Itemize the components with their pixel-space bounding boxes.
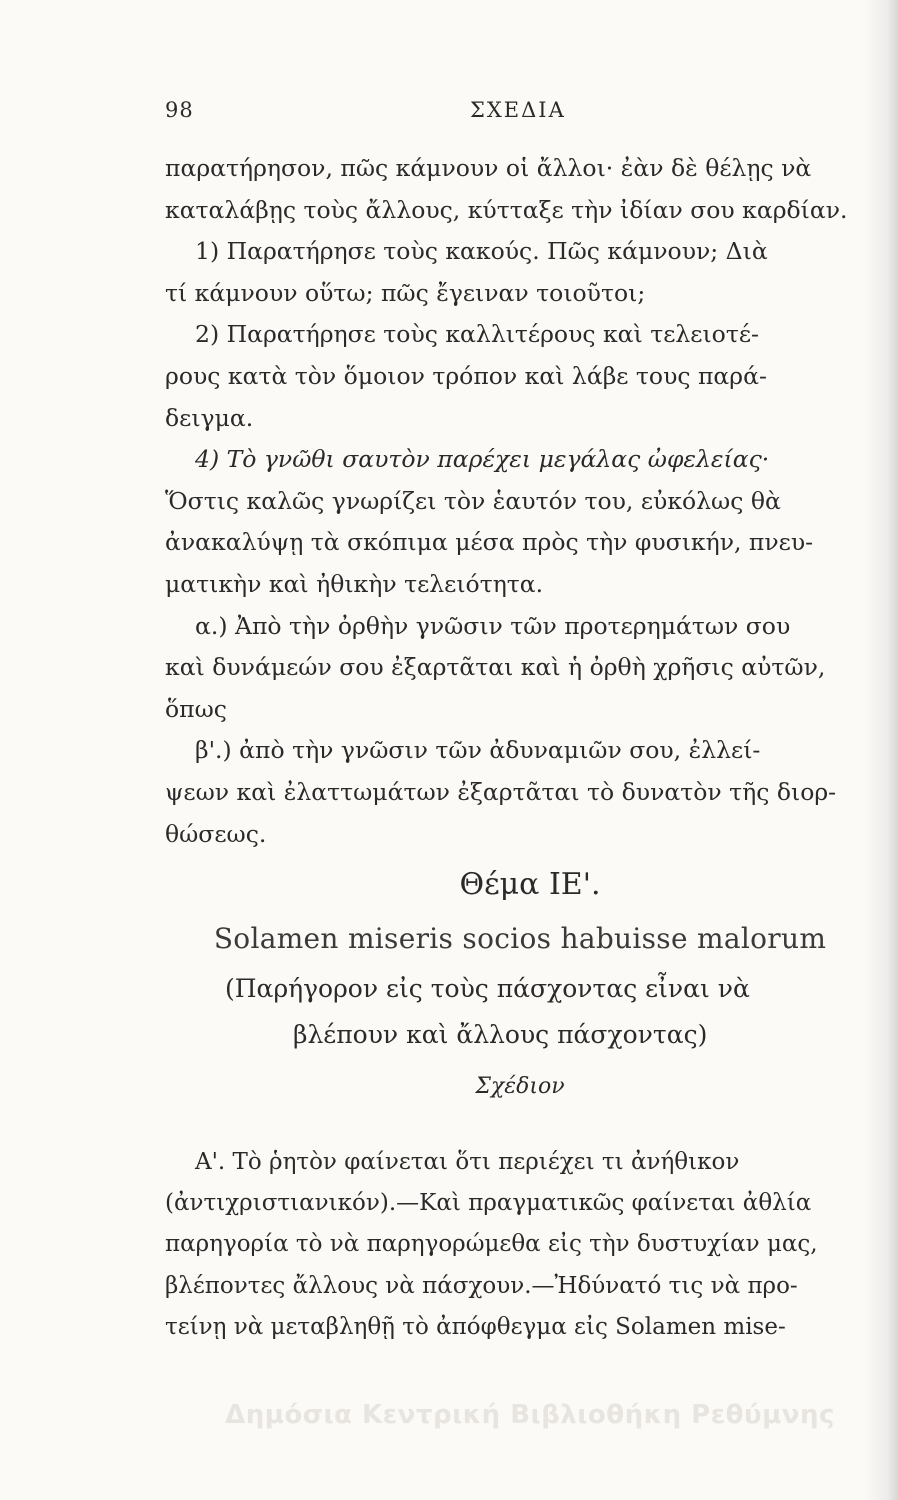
text-line: καὶ δυνάμεών σου ἐξαρτᾶται καὶ ἡ ὀρθὴ χρῆσις αὐτῶν, <box>165 653 826 682</box>
text-line: καταλάβῃς τοὺς ἄλλους, κύτταξε τὴν ἰδίαν σου καρδίαν. <box>165 195 848 224</box>
text-line: 1) Παρατήρησε τοὺς κακούς. Πῶς κάμνουν; Διὰ <box>195 237 768 266</box>
text-line: τί κάμνουν οὕτω; πῶς ἔγειναν τοιοῦτοι; <box>165 278 646 307</box>
text-line: ὅπως <box>165 694 227 723</box>
text-line: θώσεως. <box>165 819 267 848</box>
text-line: ματικὴν καὶ ἠθικὴν τελειότητα. <box>165 569 544 598</box>
text-line: ψεων καὶ ἐλαττωμάτων ἐξαρτᾶται τὸ δυνατὸν τῆς διορ- <box>165 777 837 806</box>
text-line: β'.) ἀπὸ τὴν γνῶσιν τῶν ἀδυναμιῶν σου, ἐλλεί- <box>195 736 761 765</box>
sketch-label: Σχέδιον <box>475 1074 565 1099</box>
sketch-paragraph <box>165 1142 875 1348</box>
text-line: (ἀντιχριστιανικόν).—Καὶ πραγματικῶς φαίνεται ἀθλία <box>165 1190 812 1217</box>
page-header <box>165 98 875 128</box>
greek-subtitle: βλέπουν καὶ ἄλλους πάσχοντας) <box>293 1020 708 1049</box>
text-line: ἀνακαλύψῃ τὰ σκόπιμα μέσα πρὸς τὴν φυσικήν, πνευ- <box>165 528 814 557</box>
text-line: βλέποντες ἄλλους νὰ πάσχουν.—Ἠδύνατό τις νὰ προ- <box>165 1272 798 1299</box>
greek-subtitle: (Παρήγορον εἰς τοὺς πάσχοντας εἶναι νὰ <box>225 974 750 1003</box>
text-line: τείνῃ νὰ μεταβληθῇ τὸ ἀπόφθεγμα εἰς Solamen mise- <box>165 1313 786 1340</box>
text-line: α.) Ἀπὸ τὴν ὀρθὴν γνῶσιν τῶν προτερημάτων σου <box>195 611 791 640</box>
page-number: 98 <box>165 98 194 122</box>
text-line: ρους κατὰ τὸν ὅμοιον τρόπον καὶ λάβε τους παρά- <box>165 361 767 390</box>
theme-title: Θέμα ΙΕ'. <box>459 867 601 902</box>
running-head: ΣΧΕΔΙΑ <box>470 98 566 122</box>
body-text <box>165 148 875 855</box>
library-watermark: Δημόσια Κεντρική Βιβλιοθήκη Ρεθύμνης <box>225 1400 835 1430</box>
text-line: παρατήρησον, πῶς κάμνουν οἱ ἄλλοι· ἐὰν δὲ θέλῃς νὰ <box>165 154 812 182</box>
text-line: 2) Παρατήρησε τοὺς καλλιτέρους καὶ τελειοτέ- <box>195 320 759 349</box>
latin-title: Solamen miseris socios habuisse malorum <box>213 922 827 955</box>
text-line: Ὅστις καλῶς γνωρίζει τὸν ἑαυτόν του, εὐκόλως θὰ <box>165 486 781 515</box>
text-line: Α'. Τὸ ῥητὸν φαίνεται ὅτι περιέχει τι ἀνήθικον <box>195 1149 740 1175</box>
theme-section <box>165 858 875 1110</box>
text-line: 4) Τὸ γνῶθι σαυτὸν παρέχει μεγάλας ὠφελείας· <box>195 445 770 474</box>
text-line: παρηγορία τὸ νὰ παρηγορώμεθα εἰς τὴν δυστυχίαν μας, <box>165 1231 818 1258</box>
text-line: δειγμα. <box>165 403 254 432</box>
